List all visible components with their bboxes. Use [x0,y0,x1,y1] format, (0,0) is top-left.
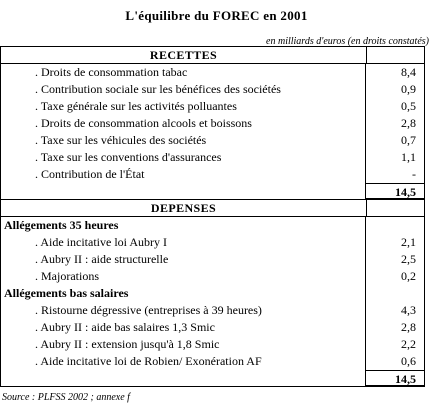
row-label: . Aubry II : aide bas salaires 1,3 Smic [1,319,366,336]
row-label: . Contribution de l'État [1,166,366,183]
row-value: 1,1 [366,149,425,166]
table-row [1,98,425,115]
row-value: 2,5 [366,251,425,268]
source-note: Source : PLFSS 2002 ; annexe f [2,392,130,403]
depenses-header-row [1,200,425,217]
row-label: . Droits de consommation tabac [1,64,366,81]
depenses-total: 14,5 [366,370,425,386]
table-row [1,353,425,370]
unit-note: en milliards d'euros (en droits constatés) [266,36,429,47]
row-value: 2,1 [366,234,425,251]
table-row [1,81,425,98]
recettes-total: 14,5 [366,183,425,199]
recettes-total-row [1,183,425,199]
row-label: . Aubry II : extension jusqu'à 1,8 Smic [1,336,366,353]
row-label: . Droits de consommation alcools et boissons [1,115,366,132]
table-row [1,234,425,251]
recettes-header: RECETTES [1,47,367,63]
row-label: . Contribution sociale sur les bénéfices des sociétés [1,81,366,98]
depenses-header: DEPENSES [1,200,367,216]
row-label: . Aubry II : aide structurelle [1,251,366,268]
table-title: L'équilibre du FOREC en 2001 [125,8,308,23]
row-label: . Majorations [1,268,366,285]
row-value: 0,6 [366,353,425,370]
table-row [1,149,425,166]
table-row [1,268,425,285]
row-value: 0,7 [366,132,425,149]
row-label: . Aide incitative loi de Robien/ Exonération AF [1,353,366,370]
row-value: - [366,166,425,183]
table-row [1,64,425,81]
group-label: Allégements 35 heures [1,217,366,234]
row-label: . Ristourne dégressive (entreprises à 39 heures) [1,302,366,319]
row-value: 8,4 [366,64,425,81]
group-row [1,217,425,234]
row-label: . Taxe sur les conventions d'assurances [1,149,366,166]
row-value: 2,8 [366,115,425,132]
row-value: 0,5 [366,98,425,115]
table-row [1,319,425,336]
row-value: 0,2 [366,268,425,285]
table-row [1,166,425,183]
table-row [1,336,425,353]
table-row [1,251,425,268]
row-label: . Taxe générale sur les activités polluantes [1,98,366,115]
row-label: . Aide incitative loi Aubry I [1,234,366,251]
group-row [1,285,425,302]
table-row [1,115,425,132]
forec-balance-table [0,46,425,387]
row-value: 2,8 [366,319,425,336]
row-value: 0,9 [366,81,425,98]
row-value: 4,3 [366,302,425,319]
table-row [1,302,425,319]
row-value: 2,2 [366,336,425,353]
recettes-header-row [1,47,425,64]
row-label: . Taxe sur les véhicules des sociétés [1,132,366,149]
depenses-total-row [1,370,425,386]
group-label: Allégements bas salaires [1,285,366,302]
table-row [1,132,425,149]
